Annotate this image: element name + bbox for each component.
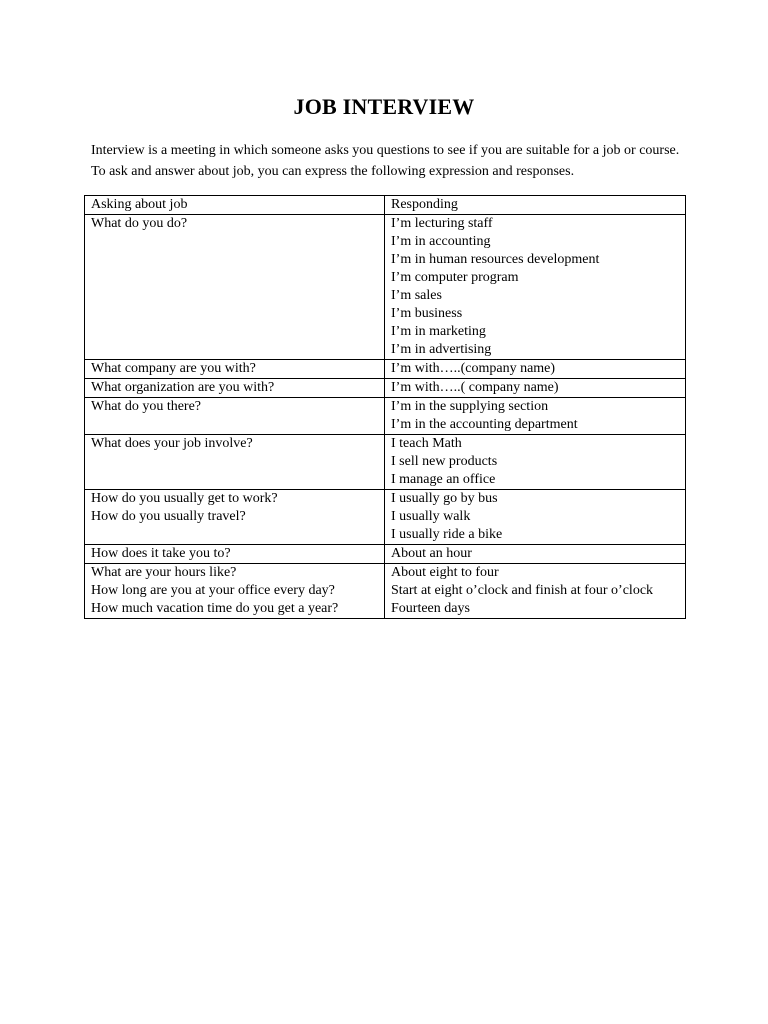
asking-cell — [85, 379, 385, 398]
asking-cell — [85, 564, 385, 619]
responding-answer: About eight to four — [391, 565, 499, 580]
asking-question: How long are you at your office every day? — [91, 583, 335, 598]
page-title: JOB INTERVIEW — [293, 94, 475, 119]
responding-answer: I’m business — [391, 306, 463, 321]
intro-paragraph: Interview is a meeting in which someone asks you questions to see if you are suitable for a job or course. To ask and answer about job, you can express the following expression and responses. — [91, 143, 680, 179]
asking-question: What does your job involve? — [91, 436, 253, 451]
header-responding-label: Responding — [391, 197, 458, 212]
responding-cell — [385, 398, 686, 435]
responding-cell — [385, 360, 686, 379]
asking-question: What are your hours like? — [91, 565, 237, 580]
table-row — [85, 545, 686, 564]
asking-cell — [85, 490, 385, 545]
table-row — [85, 490, 686, 545]
table-row — [85, 435, 686, 490]
asking-question: What do you there? — [91, 399, 202, 414]
responding-answer: Fourteen days — [391, 601, 470, 616]
responding-answer: I’m with…..( company name) — [391, 380, 559, 395]
asking-cell — [85, 435, 385, 490]
responding-answer: I’m sales — [391, 288, 442, 303]
responding-answer: I’m with…..(company name) — [391, 361, 556, 376]
responding-cell — [385, 564, 686, 619]
table-row — [85, 398, 686, 435]
table-header-row — [85, 196, 686, 215]
interview-table-body — [85, 196, 686, 619]
responding-answer: I manage an office — [391, 472, 496, 487]
asking-cell — [85, 545, 385, 564]
asking-question: How do you usually travel? — [91, 509, 246, 524]
interview-table — [84, 195, 686, 619]
responding-answer: I’m in the supplying section — [391, 399, 549, 414]
responding-answer: I usually go by bus — [391, 491, 498, 506]
responding-answer: Start at eight o’clock and finish at four o’clock — [391, 583, 654, 598]
table-row — [85, 379, 686, 398]
responding-answer: I’m in the accounting department — [391, 417, 578, 432]
responding-answer: I’m in human resources development — [391, 252, 600, 267]
asking-question: What company are you with? — [91, 361, 256, 376]
responding-answer: I’m computer program — [391, 270, 519, 285]
asking-question: What organization are you with? — [91, 380, 275, 395]
responding-cell — [385, 545, 686, 564]
asking-question: How does it take you to? — [91, 546, 231, 561]
responding-answer: I’m lecturing staff — [391, 216, 493, 231]
responding-answer: I’m in advertising — [391, 342, 492, 357]
asking-question: What do you do? — [91, 216, 188, 231]
asking-cell — [85, 398, 385, 435]
table-row — [85, 360, 686, 379]
asking-question: How much vacation time do you get a year? — [91, 601, 339, 616]
responding-answer: About an hour — [391, 546, 472, 561]
asking-cell — [85, 215, 385, 360]
responding-answer: I usually ride a bike — [391, 527, 503, 542]
responding-cell — [385, 490, 686, 545]
header-asking-label: Asking about job — [91, 197, 188, 212]
responding-cell — [385, 379, 686, 398]
asking-cell — [85, 360, 385, 379]
responding-answer: I usually walk — [391, 509, 471, 524]
table-row — [85, 564, 686, 619]
responding-answer: I’m in accounting — [391, 234, 491, 249]
asking-question: How do you usually get to work? — [91, 491, 278, 506]
responding-cell — [385, 215, 686, 360]
responding-answer: I’m in marketing — [391, 324, 486, 339]
responding-cell — [385, 435, 686, 490]
header-responding — [385, 196, 686, 215]
header-asking — [85, 196, 385, 215]
responding-answer: I teach Math — [391, 436, 462, 451]
table-row — [85, 215, 686, 360]
responding-answer: I sell new products — [391, 454, 498, 469]
